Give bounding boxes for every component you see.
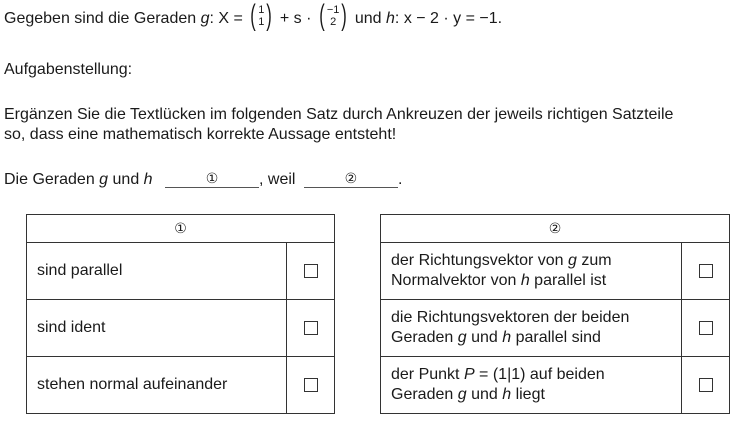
option-2-1-checkbox[interactable]: [682, 243, 730, 300]
var-h: h: [143, 171, 153, 188]
option-1-3-checkbox[interactable]: [287, 357, 335, 414]
option-2-3-line2-text: Geraden: [391, 386, 458, 403]
option-2-2-line1-text: die Richtungsvektoren der beiden: [391, 309, 630, 326]
option-2-1-line1-end: zum: [576, 252, 612, 269]
checkbox-icon[interactable]: [304, 321, 318, 335]
var-h: h: [386, 10, 395, 28]
option-2-2-line2-text: Geraden: [391, 329, 458, 346]
var-g: g: [567, 252, 577, 269]
option-2-1-line1-text: der Richtungsvektor von: [391, 252, 568, 269]
sentence-weil: , weil: [259, 171, 296, 188]
var-h: h: [520, 272, 530, 289]
choice-table-1: [26, 214, 335, 414]
instruction-line-2: so, dass eine mathematisch korrekte Aussage entsteht!: [4, 126, 397, 143]
h-equation: : x − 2 · y = −1.: [394, 10, 503, 28]
option-2-2-und: und: [466, 329, 503, 346]
option-1-1-checkbox[interactable]: [287, 243, 335, 300]
gap-1: ①: [165, 169, 259, 188]
table-row: [27, 243, 335, 300]
choice-table-2: [380, 214, 730, 414]
direction-vector: ( −1 2 ): [319, 0, 348, 32]
option-2-3-und: und: [466, 386, 503, 403]
direction-vector-top: −1: [326, 4, 340, 16]
table-row: [27, 300, 335, 357]
plus-s: + s ·: [275, 10, 316, 28]
checkbox-icon[interactable]: [699, 378, 713, 392]
instruction-line-1: Ergänzen Sie die Textlücken im folgenden Satz durch Ankreuzen der jeweils richtigen Satzteile: [4, 106, 674, 123]
option-1-3-label: stehen normal aufeinander: [27, 357, 287, 414]
table-row: [27, 357, 335, 414]
option-2-3-line2-end: liegt: [511, 386, 545, 403]
checkbox-icon[interactable]: [699, 321, 713, 335]
g-equation-start: : X =: [209, 10, 248, 28]
table-1-header: ①: [27, 215, 335, 243]
option-2-1-line2-end: parallel ist: [529, 272, 607, 289]
option-2-3-label: [381, 357, 682, 414]
var-g: g: [200, 10, 210, 28]
option-2-2-line2-end: parallel sind: [511, 329, 601, 346]
table-2-header: ②: [381, 215, 730, 243]
var-p: P: [463, 366, 475, 383]
var-g: g: [457, 386, 467, 403]
point-vector-top: 1: [258, 4, 265, 16]
option-2-1-line2-text: Normalvektor von: [391, 272, 521, 289]
gap-2: ②: [304, 169, 398, 188]
table-row: [381, 357, 730, 414]
var-h: h: [502, 329, 512, 346]
checkbox-icon[interactable]: [304, 378, 318, 392]
checkbox-icon[interactable]: [699, 264, 713, 278]
option-1-1-label: sind parallel: [27, 243, 287, 300]
given-lines-statement: [4, 0, 503, 34]
point-vector-bottom: 1: [258, 16, 265, 28]
option-2-3-line1-end: = (1|1) auf beiden: [474, 366, 605, 383]
task-heading: Aufgabenstellung:: [4, 61, 133, 78]
gap-sentence: [4, 170, 402, 190]
direction-vector-bottom: 2: [330, 16, 337, 28]
option-2-3-line1-text: der Punkt: [391, 366, 464, 383]
sentence-und: und: [108, 171, 144, 188]
var-h: h: [502, 386, 512, 403]
option-2-3-checkbox[interactable]: [682, 357, 730, 414]
sentence-end: .: [397, 171, 403, 188]
table-row: [381, 243, 730, 300]
table-row: [381, 300, 730, 357]
point-vector: ( 1 1 ): [250, 0, 273, 32]
checkbox-icon[interactable]: [304, 264, 318, 278]
sentence-start: Die Geraden: [4, 171, 100, 188]
and-text: und: [350, 10, 387, 28]
option-2-2-label: [381, 300, 682, 357]
option-2-2-checkbox[interactable]: [682, 300, 730, 357]
intro-text: Gegeben sind die Geraden: [4, 10, 201, 28]
var-g: g: [457, 329, 467, 346]
var-g: g: [99, 171, 109, 188]
option-1-2-label: sind ident: [27, 300, 287, 357]
option-1-2-checkbox[interactable]: [287, 300, 335, 357]
option-2-1-label: [381, 243, 682, 300]
